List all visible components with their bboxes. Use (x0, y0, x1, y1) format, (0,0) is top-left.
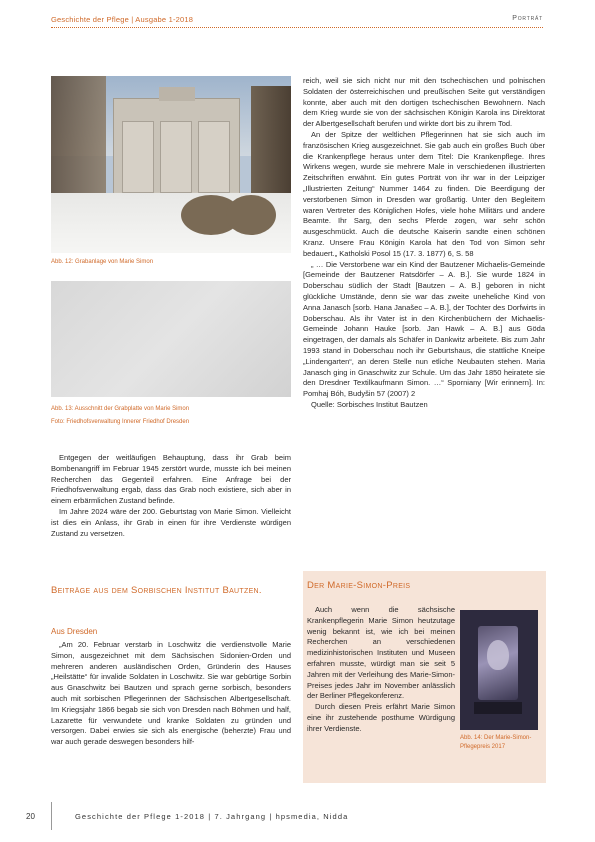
figure-13-photo-credit: Foto: Friedhofsverwaltung Innerer Friedhof Dresden (51, 419, 190, 425)
award-portrait-engraving (487, 640, 509, 670)
paragraph: Durch diesen Preis erfährt Marie Simon eine ihr zustehende posthume Würdigung ihrer Verdienste. (307, 702, 455, 733)
grave-photo (51, 76, 291, 253)
right-column-text (303, 76, 545, 411)
paragraph: Auch wenn die sächsische Krankenpflegerin Marie Simon heutzutage wenig bekannt ist, wie ich bei meinen Recherchen an verschiedenen medizinhistorischen Instituten und Museen erfahren musste, würdigt man sie seit 5 Jahren mit der Verleihung des Marie-Simon-Preises jedes Jahr im November anlässlich der Berliner Pflegekonferenz. (307, 605, 455, 701)
paragraph: „ … Die Verstorbene war ein Kind der Bautzener Michaelis-Gemeinde [Gemeinde der Bautzener Ratsdörfer – A. B.]. Sie wurde 1824 in Doberschau südlich der Stadt [Bautzen – A. B.] geboren in nicht glückliche Umstände, denn sie war das zweite uneheliche Kind von Anna Janasch [sorb. Hana Janašec – A. B.], der Tochter des Dorfwirts in Doberschau. Als ihr Vater ist in den Kirchenbüchern der Michaelis-Gemeinde Johann Hauke [sorb. Jan Hawk – A. B.] aus Göda eingetragen, der damals als Schäfer in Dankwitz arbeitete. Bis zum Jahr 1993 stand in Doberschau noch ihr Geburtshaus, die stattliche Kneipe „Lindengarten“, an deren Stelle nun etliche Neubauten stehen. Maria Janasch ging in Gnaschwitz zur Schule. Um das Jahr 1850 heiratete sie den Dresdner Textilkaufmann Simon. …“ Sporniany [Wir erinnern]. In: Pomhaj Bóh, Budyšin 57 (2007) 2 (303, 259, 545, 399)
section-subheading: Aus Dresden (51, 627, 98, 636)
left-column-text (51, 453, 291, 539)
figure-13-caption-line: Abb. 13: Ausschnitt der Grabplatte von Marie Simon (51, 406, 190, 412)
running-header-section: Porträt (512, 15, 543, 22)
paragraph: Im Jahre 2024 wäre der 200. Geburtstag von Marie Simon. Vielleicht ist dies ein Anlass, ihr Grab in einen für ihre Verdienste würdigen Zustand zu versetzen. (51, 506, 291, 538)
source-note: Quelle: Sorbisches Institut Bautzen (311, 399, 428, 409)
footer-divider (51, 802, 52, 830)
figure-14-caption: Abb. 14: Der Marie-Simon-Pflegepreis 2017 (460, 735, 532, 750)
monument-plate (160, 121, 192, 193)
header-divider (51, 27, 543, 28)
paragraph: „Am 20. Februar verstarb in Loschwitz die verdienstvolle Marie Simon, ausgezeichnet mit dem Sächsischen Sidonien-Orden und mehreren anderen ausländischen Orden, Gründerin des Hauses „Heilstätte“ für invalide Soldaten in Loschwitz. Sie war gebürtige Sorbin aus Gnaschwitz bei Bautzen und sprach gerne sorbisch, besonders auch mit sorbischen Pflegerinnen der Sächsischen Albertgesellschaft. Im Kriegsjahr 1866 begab sie sich von Dresden nach Böhmen und half, Lazarette für verwundete und kranke Soldaten zu gründen und versorgen. Dabei erwies sie sich als energische (beherzte) Frau und war auch gerade deswegen besonders hilf- (51, 640, 291, 747)
monument-plate (198, 121, 230, 193)
paragraph: An der Spitze der weltlichen Pflegerinnen hat sie sich auch im französischen Krieg ausgezeichnet. Sie gab auch ein großes Buch über die Krankenpflege heraus unter dem Titel: Die Krankenpflege. Ihres Wirkens wegen, wurde sie mehrere Male in verschiedenen illustrierten Zeitschriften erwähnt. Ein gutes Porträt von ihr war in der Leipziger „Illustrierten Zeitung“ Nummer 1464 zu finden. Die Beerdigung der verstorbenen Simon in Dresden war großartig. Unter den Begleitern waren Vertreter des Königlichen Hofes, viele hohe Militärs und andere Beamte. Ihr Sarg, den sechs Pferde zogen, war sehr schön ausgeschmückt. Auch die deutsche Kaiserin sandte einen schönen Kranz. Unsere Frau Königin Karola hat den Tod von Simon sehr bedauert.„ Katholski Posol 15 (17. 3. 1877) 6, S. 58 (303, 129, 545, 258)
sidebar-box-title: Der Marie-Simon-Preis (307, 580, 411, 591)
paragraph: reich, weil sie sich nicht nur mit den tschechischen und polnischen Soldaten der österreichischen und preußischen Seite gut verständigen konnte, aber auch mit den dortigen tschechischen Bewohnern. Nach dem Krieg wurde sie von der sächsischen Königin Karola ins Direktorat der Albertgesellschaft berufen und wirkte dort bis zu ihrem Tod. (303, 76, 545, 129)
page-number: 20 (26, 812, 35, 821)
left-column-section-text (51, 640, 291, 748)
award-photo (460, 610, 538, 730)
figure-12-caption: Abb. 12: Grabanlage von Marie Simon (51, 259, 154, 265)
running-header-title: Geschichte der Pflege | Ausgabe 1-2018 (51, 15, 194, 24)
monument-plate (122, 121, 154, 193)
section-heading: Beiträge aus dem Sorbischen Institut Bautzen. (51, 585, 262, 596)
footer-text: Geschichte der Pflege 1-2018 | 7. Jahrgang | hpsmedia, Nidda (75, 812, 349, 821)
award-base (474, 702, 522, 714)
figure-13-caption (51, 403, 189, 429)
photo-shrub (226, 195, 276, 235)
sidebar-box-text (307, 605, 455, 735)
monument-cap (159, 87, 195, 101)
gravestone-detail-photo (51, 281, 291, 397)
paragraph: Entgegen der weitläufigen Behauptung, dass ihr Grab beim Bombenangriff im Februar 1945 zerstört wurde, musste ich bei meinen Recherchen das Gegenteil erfahren. Eine Anfrage bei der Friedhofsverwaltung ergab, dass das Grab noch existiere, sich aber in einem erbärmlichen Zustand befinde. (51, 453, 291, 506)
